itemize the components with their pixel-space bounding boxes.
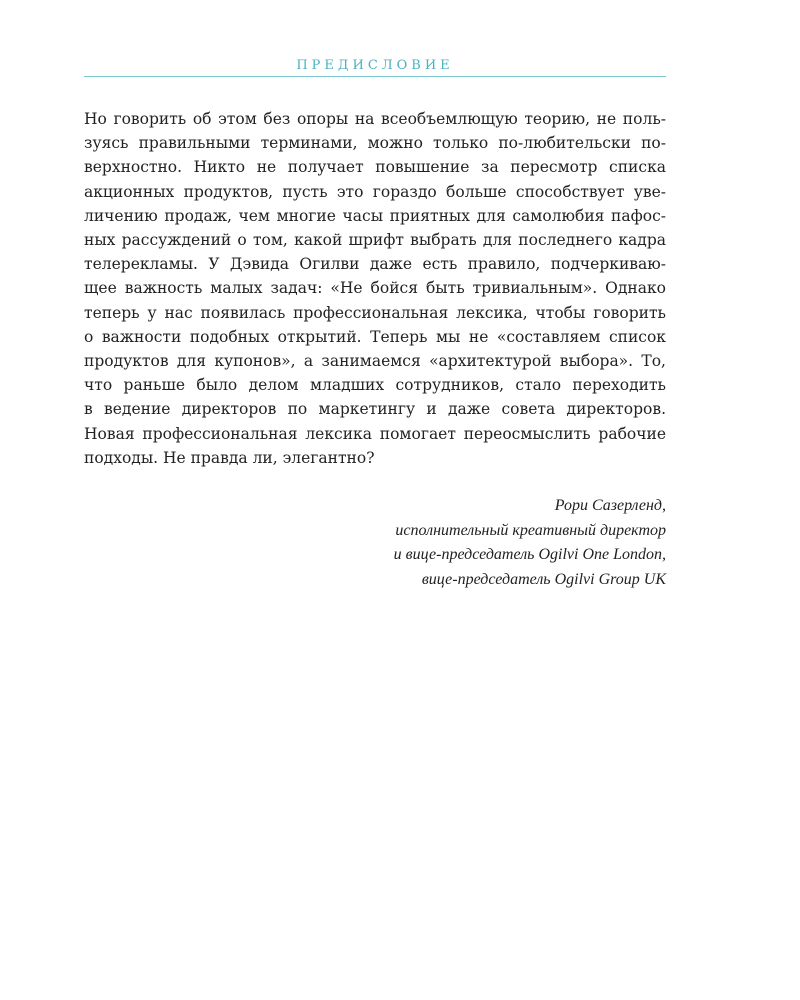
- signature-role: вице-председатель Ogilvi Group UK: [421, 570, 666, 588]
- text-line: продуктов для купонов», а занимаемся «архитектурой выбора». То,: [84, 352, 666, 371]
- signature-role: и вице-председатель Ogilvi One London,: [393, 546, 666, 563]
- text-line: в ведение директоров по маркетингу и даже совета директоров.: [84, 400, 666, 419]
- text-line: акционных продуктов, пусть это гораздо больше способствует уве-: [84, 182, 666, 201]
- signature-block: [394, 494, 666, 592]
- text-line: теперь у нас появилась профессиональная лексика, чтобы говорить: [84, 303, 666, 322]
- text-line: верхностно. Никто не получает повышение за пересмотр списка: [84, 158, 666, 177]
- text-line: о важности подобных открытий. Теперь мы не «составляем список: [84, 327, 666, 346]
- text-line: Новая профессиональная лексика помогает переосмыслить рабочие: [84, 424, 666, 443]
- text-line: телерекламы. У Дэвида Огилви даже есть правило, подчеркиваю-: [84, 255, 666, 274]
- body-paragraph: [84, 107, 666, 470]
- text-line: Но говорить об этом без опоры на всеобъемлющую теорию, не поль-: [84, 110, 666, 128]
- text-line: зуясь правильными терминами, можно только по-любительски по-: [84, 134, 666, 153]
- text-line: личению продаж, чем многие часы приятных для самолюбия пафос-: [84, 206, 666, 225]
- signature-role: исполнительный креативный директор: [395, 521, 666, 539]
- signature-name: Рори Сазерленд,: [554, 497, 666, 514]
- text-line: ных рассуждений о том, какой шрифт выбрать для последнего кадра: [84, 231, 666, 250]
- running-header: [84, 54, 666, 77]
- page-title: ПРЕДИСЛОВИЕ: [296, 58, 454, 73]
- text-line: щее важность малых задач: «Не бойся быть тривиальным». Однако: [84, 279, 666, 298]
- text-line: подходы. Не правда ли, элегантно?: [84, 448, 375, 467]
- text-line: что раньше было делом младших сотрудников, стало переходить: [84, 376, 666, 395]
